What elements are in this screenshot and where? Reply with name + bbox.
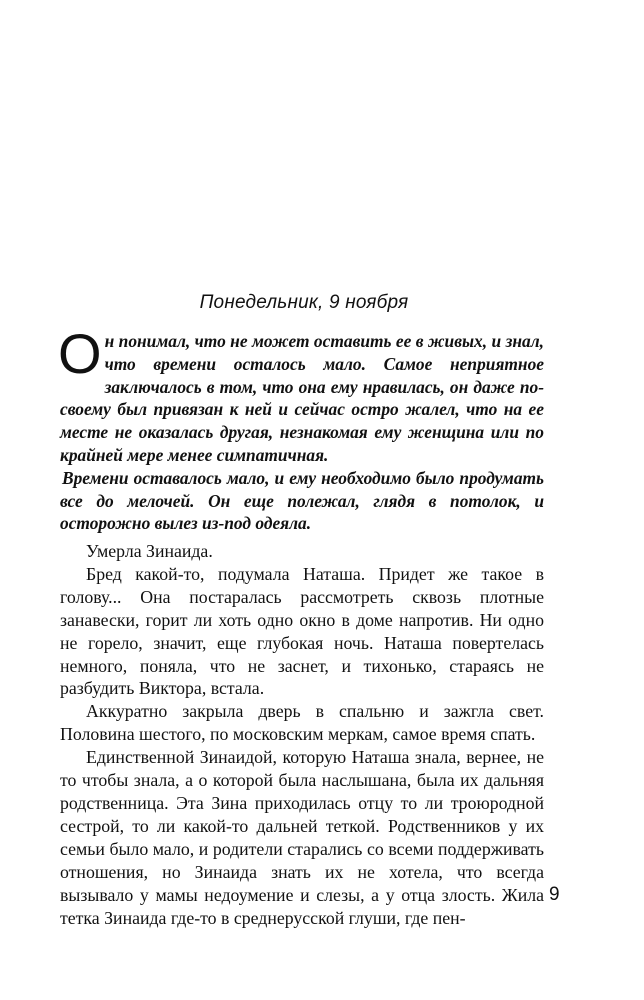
drop-cap: О — [58, 322, 102, 385]
prologue-paragraph-text: н понимал, что не может оставить ее в живых, и знал, что времени осталось мало. Самое неприятное заключалось в том, что она ему нравилась, он даже по-своему был привязан к ней и сейчас остро жалел, что на ее месте не оказалась другая, незнакомая ему женщина или по крайней мере менее симпатичная. — [60, 331, 544, 465]
prologue-paragraph: Времени оставалось мало, и ему необходимо было продумать все до мелочей. Он еще полежал, глядя в потолок, и осторожно вылез из-под одеяла. — [60, 467, 544, 534]
page-number: 9 — [549, 884, 560, 905]
body-paragraph: Единственной Зинаидой, которую Наташа знала, вернее, не то чтобы знала, а о которой была наслышана, была их дальняя родственница. Эта Зина приходилась отцу то ли троюродной сестрой, то ли какой-то дальней теткой. Родственников у их семьи было мало, и родители старались со всеми поддерживать отношения, но Зинаида знать их не хотела, что всегда вызывало у мамы недоумение и слезы, а у отца злость. Жила тетка Зинаида где-то в среднерусской глуши, где пен- — [60, 747, 544, 928]
italic-prologue — [58, 322, 544, 535]
chapter-date-heading: Понедельник, 9 ноября — [199, 292, 409, 313]
body-paragraph: Аккуратно закрыла дверь в спальню и зажгла свет. Половина шестого, по московским меркам, самое время спать. — [60, 701, 544, 745]
body-paragraph: Умерла Зинаида. — [86, 541, 213, 561]
prologue-paragraph — [58, 322, 544, 467]
main-text — [60, 540, 544, 929]
body-paragraph: Бред какой-то, подумала Наташа. Придет же такое в голову... Она постаралась рассмотреть сквозь плотные занавески, горит ли хоть одно окно в доме напротив. Ни одно не горело, значит, еще глубокая ночь. Наташа повертелась немного, поняла, что не заснет, и тихонько, стараясь не разбудить Виктора, встала. — [60, 563, 544, 699]
